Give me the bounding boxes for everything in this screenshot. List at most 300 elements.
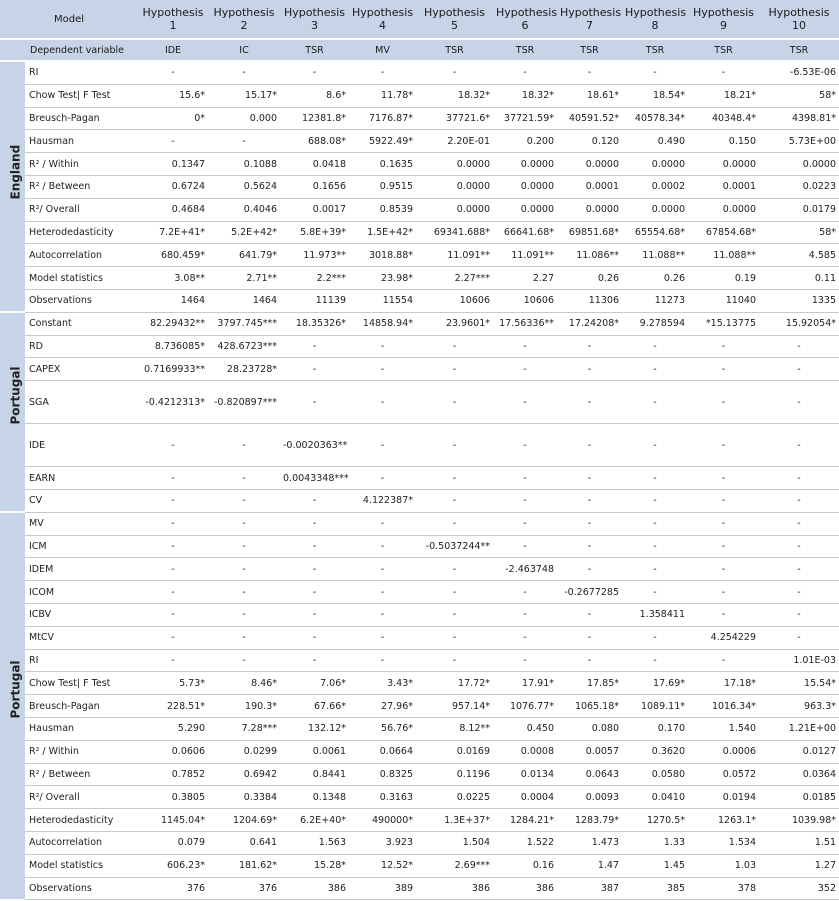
value-cell: -0.5037244**: [416, 535, 493, 558]
hypothesis-header: [280, 0, 349, 39]
value-cell: -: [138, 512, 208, 535]
value-cell: 37721.59*: [493, 107, 557, 130]
value-cell: 17.85*: [557, 672, 622, 695]
table-row: [0, 198, 839, 221]
table-row: [0, 358, 839, 381]
value-cell: 58*: [759, 84, 839, 107]
value-cell: -: [759, 558, 839, 581]
value-cell: 0.0000: [759, 153, 839, 176]
row-label: Observations: [25, 289, 138, 312]
row-label: R²/ Overall: [25, 786, 138, 809]
value-cell: 0.3620: [622, 740, 688, 763]
row-label: RI: [25, 61, 138, 84]
value-cell: -: [622, 649, 688, 672]
value-cell: 1089.11*: [622, 695, 688, 718]
value-cell: 0.080: [557, 717, 622, 740]
hypothesis-number: 6: [521, 19, 529, 32]
value-cell: 0.079: [138, 831, 208, 854]
value-cell: 11554: [349, 289, 416, 312]
value-cell: 67.66*: [280, 695, 349, 718]
value-cell: -: [557, 558, 622, 581]
value-cell: 1076.77*: [493, 695, 557, 718]
value-cell: 18.21*: [688, 84, 759, 107]
value-cell: 7.2E+41*: [138, 221, 208, 244]
dependent-variable-cell: TSR: [416, 39, 493, 61]
value-cell: 17.24208*: [557, 312, 622, 335]
value-cell: 376: [138, 877, 208, 900]
value-cell: 0.0000: [622, 198, 688, 221]
value-cell: -: [416, 467, 493, 490]
value-cell: -: [416, 558, 493, 581]
value-cell: 5.73E+00: [759, 130, 839, 153]
value-cell: 56.76*: [349, 717, 416, 740]
value-cell: 1464: [138, 289, 208, 312]
value-cell: -: [138, 558, 208, 581]
value-cell: -: [759, 489, 839, 512]
value-cell: -: [349, 335, 416, 358]
value-cell: 0.490: [622, 130, 688, 153]
table-row: [0, 175, 839, 198]
value-cell: 0.120: [557, 130, 622, 153]
value-cell: 0.0001: [688, 175, 759, 198]
dependent-variable-cell: MV: [349, 39, 416, 61]
row-label: Heterodedasticity: [25, 809, 138, 832]
hypothesis-header: [759, 0, 839, 39]
value-cell: 228.51*: [138, 695, 208, 718]
value-cell: 1.01E-03: [759, 649, 839, 672]
value-cell: 352: [759, 877, 839, 900]
value-cell: -: [349, 61, 416, 84]
value-cell: 0.26: [622, 267, 688, 290]
value-cell: -: [416, 358, 493, 381]
dependent-variable-label: Dependent variable: [0, 39, 138, 61]
value-cell: 1.03: [688, 854, 759, 877]
hypothesis-number: 9: [720, 19, 727, 32]
value-cell: 23.9601*: [416, 312, 493, 335]
value-cell: -: [557, 489, 622, 512]
value-cell: 0.641: [208, 831, 280, 854]
value-cell: 376: [208, 877, 280, 900]
table-row: [0, 717, 839, 740]
row-label: CAPEX: [25, 358, 138, 381]
value-cell: 0.0299: [208, 740, 280, 763]
value-cell: 17.18*: [688, 672, 759, 695]
value-cell: 5.2E+42*: [208, 221, 280, 244]
value-cell: 957.14*: [416, 695, 493, 718]
hypothesis-number: 7: [586, 19, 593, 32]
value-cell: 11.091**: [493, 244, 557, 267]
table-row: [0, 877, 839, 900]
section-label: England: [8, 144, 23, 200]
value-cell: 11.973**: [280, 244, 349, 267]
value-cell: 17.72*: [416, 672, 493, 695]
value-cell: -: [493, 489, 557, 512]
value-cell: 17.56336**: [493, 312, 557, 335]
row-label: Autocorrelation: [25, 831, 138, 854]
value-cell: 1.3E+37*: [416, 809, 493, 832]
value-cell: -: [759, 512, 839, 535]
value-cell: 385: [622, 877, 688, 900]
value-cell: -: [493, 467, 557, 490]
value-cell: -: [349, 512, 416, 535]
value-cell: 11.78*: [349, 84, 416, 107]
value-cell: -: [349, 467, 416, 490]
value-cell: -: [493, 424, 557, 467]
value-cell: 9.278594: [622, 312, 688, 335]
value-cell: 66641.68*: [493, 221, 557, 244]
value-cell: 1284.21*: [493, 809, 557, 832]
value-cell: 490000*: [349, 809, 416, 832]
value-cell: 0.1656: [280, 175, 349, 198]
table-row: [0, 381, 839, 424]
value-cell: -: [557, 61, 622, 84]
value-cell: 4.585: [759, 244, 839, 267]
value-cell: 0.0093: [557, 786, 622, 809]
value-cell: 18.61*: [557, 84, 622, 107]
value-cell: 2.27***: [416, 267, 493, 290]
hypothesis-title: Hypothesis: [352, 6, 414, 19]
value-cell: 0.1196: [416, 763, 493, 786]
value-cell: -: [349, 603, 416, 626]
hypothesis-title: Hypothesis: [625, 6, 687, 19]
value-cell: -: [349, 581, 416, 604]
value-cell: -: [416, 603, 493, 626]
value-cell: 18.35326*: [280, 312, 349, 335]
value-cell: 0.7169933**: [138, 358, 208, 381]
value-cell: 2.20E-01: [416, 130, 493, 153]
value-cell: -: [280, 558, 349, 581]
value-cell: -: [416, 626, 493, 649]
value-cell: 15.54*: [759, 672, 839, 695]
value-cell: -: [138, 626, 208, 649]
value-cell: 0.0134: [493, 763, 557, 786]
value-cell: -: [138, 489, 208, 512]
value-cell: 11040: [688, 289, 759, 312]
value-cell: -0.0020363**: [280, 424, 349, 467]
table-row: [0, 649, 839, 672]
value-cell: 0.0000: [416, 198, 493, 221]
hypothesis-title: Hypothesis: [423, 6, 486, 19]
value-cell: 680.459*: [138, 244, 208, 267]
section-label: Portugal: [8, 660, 23, 719]
value-cell: 17.91*: [493, 672, 557, 695]
value-cell: 4.122387*: [349, 489, 416, 512]
value-cell: 6.2E+40*: [280, 809, 349, 832]
value-cell: -: [208, 649, 280, 672]
value-cell: 0.0179: [759, 198, 839, 221]
value-cell: -: [138, 61, 208, 84]
value-cell: -: [416, 335, 493, 358]
value-cell: -: [280, 649, 349, 672]
value-cell: 67854.68*: [688, 221, 759, 244]
dependent-variable-cell: TSR: [493, 39, 557, 61]
value-cell: -: [493, 335, 557, 358]
row-label: R² / Between: [25, 175, 138, 198]
value-cell: -: [138, 649, 208, 672]
value-cell: -: [759, 381, 839, 424]
value-cell: 0.0580: [622, 763, 688, 786]
value-cell: 27.96*: [349, 695, 416, 718]
value-cell: 1065.18*: [557, 695, 622, 718]
value-cell: 14858.94*: [349, 312, 416, 335]
dependent-variable-cell: TSR: [622, 39, 688, 61]
value-cell: -: [138, 603, 208, 626]
value-cell: -: [138, 581, 208, 604]
value-cell: -: [280, 381, 349, 424]
value-cell: 69851.68*: [557, 221, 622, 244]
value-cell: -: [622, 581, 688, 604]
value-cell: 0.3384: [208, 786, 280, 809]
value-cell: -: [416, 424, 493, 467]
value-cell: -: [493, 535, 557, 558]
value-cell: 0.4046: [208, 198, 280, 221]
value-cell: 386: [493, 877, 557, 900]
value-cell: 132.12*: [280, 717, 349, 740]
value-cell: -: [688, 61, 759, 84]
value-cell: 0.0000: [493, 175, 557, 198]
value-cell: 0.3805: [138, 786, 208, 809]
hypothesis-header: [493, 0, 557, 39]
value-cell: 641.79*: [208, 244, 280, 267]
hypothesis-header: [138, 0, 208, 39]
value-cell: -2.463748: [493, 558, 557, 581]
value-cell: 0.0185: [759, 786, 839, 809]
value-cell: -: [493, 603, 557, 626]
value-cell: 1335: [759, 289, 839, 312]
value-cell: -: [280, 512, 349, 535]
value-cell: -: [688, 381, 759, 424]
value-cell: 7176.87*: [349, 107, 416, 130]
row-label: Model statistics: [25, 267, 138, 290]
value-cell: -: [416, 489, 493, 512]
row-label: ICM: [25, 535, 138, 558]
value-cell: 0.0000: [688, 198, 759, 221]
value-cell: -: [208, 467, 280, 490]
value-cell: -: [493, 649, 557, 672]
value-cell: -: [280, 335, 349, 358]
value-cell: *15.13775: [688, 312, 759, 335]
value-cell: 0.0000: [688, 153, 759, 176]
value-cell: 8.736085*: [138, 335, 208, 358]
value-cell: 1.534: [688, 831, 759, 854]
table-row: [0, 854, 839, 877]
value-cell: 0.6942: [208, 763, 280, 786]
row-label: Chow Test| F Test: [25, 84, 138, 107]
table-row: [0, 84, 839, 107]
row-label: MV: [25, 512, 138, 535]
row-label: Observations: [25, 877, 138, 900]
value-cell: 1464: [208, 289, 280, 312]
row-label: ICBV: [25, 603, 138, 626]
row-label: Breusch-Pagan: [25, 695, 138, 718]
value-cell: 387: [557, 877, 622, 900]
value-cell: -: [280, 626, 349, 649]
value-cell: 0.11: [759, 267, 839, 290]
value-cell: 82.29432**: [138, 312, 208, 335]
hypothesis-title: Hypothesis: [283, 6, 346, 19]
table-row: [0, 626, 839, 649]
value-cell: 0*: [138, 107, 208, 130]
value-cell: 606.23*: [138, 854, 208, 877]
value-cell: 11.088**: [688, 244, 759, 267]
value-cell: -: [493, 581, 557, 604]
hypothesis-header: [557, 0, 622, 39]
value-cell: 0.8325: [349, 763, 416, 786]
value-cell: 963.3*: [759, 695, 839, 718]
row-label: Breusch-Pagan: [25, 107, 138, 130]
dependent-variable-cell: IC: [208, 39, 280, 61]
value-cell: -: [688, 335, 759, 358]
value-cell: 0.16: [493, 854, 557, 877]
value-cell: -: [208, 61, 280, 84]
value-cell: -: [622, 512, 688, 535]
value-cell: 428.6723***: [208, 335, 280, 358]
value-cell: 0.0000: [493, 153, 557, 176]
dependent-variable-cell: IDE: [138, 39, 208, 61]
value-cell: 8.6*: [280, 84, 349, 107]
value-cell: -: [208, 512, 280, 535]
row-label: R² / Within: [25, 153, 138, 176]
row-label: Model statistics: [25, 854, 138, 877]
value-cell: -: [759, 467, 839, 490]
value-cell: -: [688, 424, 759, 467]
table-row: [0, 153, 839, 176]
value-cell: 1.358411: [622, 603, 688, 626]
value-cell: -: [622, 358, 688, 381]
value-cell: 0.0000: [557, 153, 622, 176]
value-cell: 0.0364: [759, 763, 839, 786]
value-cell: 17.69*: [622, 672, 688, 695]
table-body: [0, 61, 839, 900]
value-cell: -: [280, 61, 349, 84]
value-cell: 0.0004: [493, 786, 557, 809]
value-cell: 1.45: [622, 854, 688, 877]
value-cell: 0.0057: [557, 740, 622, 763]
value-cell: 1263.1*: [688, 809, 759, 832]
value-cell: -: [493, 358, 557, 381]
value-cell: -0.2677285: [557, 581, 622, 604]
value-cell: 3797.745***: [208, 312, 280, 335]
value-cell: -6.53E-06: [759, 61, 839, 84]
value-cell: -: [688, 512, 759, 535]
section-label-cell: [0, 512, 25, 900]
value-cell: 2.27: [493, 267, 557, 290]
value-cell: 5922.49*: [349, 130, 416, 153]
value-cell: 0.0043348***: [280, 467, 349, 490]
value-cell: 5.8E+39*: [280, 221, 349, 244]
value-cell: -: [208, 489, 280, 512]
value-cell: 389: [349, 877, 416, 900]
table-row: [0, 130, 839, 153]
value-cell: 0.1635: [349, 153, 416, 176]
table-row: [0, 312, 839, 335]
value-cell: -: [416, 381, 493, 424]
value-cell: -: [557, 649, 622, 672]
value-cell: -: [759, 581, 839, 604]
dependent-variable-cell: TSR: [280, 39, 349, 61]
value-cell: 1.563: [280, 831, 349, 854]
value-cell: 40591.52*: [557, 107, 622, 130]
value-cell: 386: [416, 877, 493, 900]
value-cell: 1283.79*: [557, 809, 622, 832]
table-row: [0, 763, 839, 786]
value-cell: 0.0000: [622, 153, 688, 176]
value-cell: 28.23728*: [208, 358, 280, 381]
value-cell: 0.1348: [280, 786, 349, 809]
value-cell: 0.0000: [416, 175, 493, 198]
value-cell: -: [622, 626, 688, 649]
value-cell: -: [138, 130, 208, 153]
row-label: R² / Within: [25, 740, 138, 763]
value-cell: -: [416, 581, 493, 604]
hypothesis-header: [622, 0, 688, 39]
value-cell: 2.2***: [280, 267, 349, 290]
value-cell: 0.0002: [622, 175, 688, 198]
value-cell: -: [688, 467, 759, 490]
hypothesis-number: 1: [169, 19, 177, 32]
value-cell: -: [557, 535, 622, 558]
value-cell: 8.12**: [416, 717, 493, 740]
value-cell: 378: [688, 877, 759, 900]
value-cell: 15.6*: [138, 84, 208, 107]
value-cell: 688.08*: [280, 130, 349, 153]
value-cell: 0.1088: [208, 153, 280, 176]
hypothesis-title: Hypothesis: [692, 6, 755, 19]
hypothesis-number: 8: [651, 19, 659, 32]
hypothesis-title: Hypothesis: [768, 6, 830, 19]
row-label: R² / Between: [25, 763, 138, 786]
value-cell: 4.254229: [688, 626, 759, 649]
row-label: Autocorrelation: [25, 244, 138, 267]
value-cell: -: [416, 512, 493, 535]
row-label: R²/ Overall: [25, 198, 138, 221]
table-row: [0, 786, 839, 809]
value-cell: 1204.69*: [208, 809, 280, 832]
value-cell: -: [349, 649, 416, 672]
row-label: Constant: [25, 312, 138, 335]
table-row: [0, 467, 839, 490]
value-cell: 181.62*: [208, 854, 280, 877]
table-row: [0, 740, 839, 763]
hypothesis-header: [349, 0, 416, 39]
value-cell: -: [493, 61, 557, 84]
value-cell: 0.200: [493, 130, 557, 153]
section-label-cell: [0, 61, 25, 312]
value-cell: -: [688, 489, 759, 512]
hypothesis-header: [208, 0, 280, 39]
value-cell: -: [208, 424, 280, 467]
dependent-variable-row: [0, 39, 839, 61]
value-cell: -: [349, 424, 416, 467]
value-cell: -: [208, 626, 280, 649]
value-cell: 0.000: [208, 107, 280, 130]
value-cell: 58*: [759, 221, 839, 244]
value-cell: 15.28*: [280, 854, 349, 877]
value-cell: 0.8441: [280, 763, 349, 786]
value-cell: -: [759, 358, 839, 381]
row-label: Chow Test| F Test: [25, 672, 138, 695]
value-cell: 2.71**: [208, 267, 280, 290]
value-cell: -: [622, 467, 688, 490]
value-cell: 8.46*: [208, 672, 280, 695]
value-cell: -: [759, 335, 839, 358]
value-cell: -: [688, 558, 759, 581]
row-label: Hausman: [25, 717, 138, 740]
value-cell: 10606: [416, 289, 493, 312]
value-cell: -: [557, 626, 622, 649]
value-cell: 0.0006: [688, 740, 759, 763]
value-cell: 5.73*: [138, 672, 208, 695]
